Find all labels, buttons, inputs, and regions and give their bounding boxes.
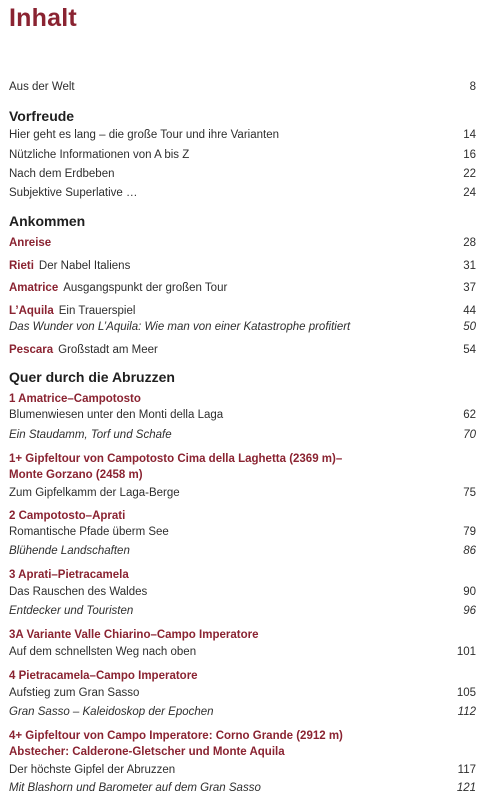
entry-page: 44 bbox=[463, 305, 476, 317]
toc-entry[interactable] bbox=[9, 166, 476, 182]
entry-label: Zum Gipfelkamm der Laga-Berge bbox=[9, 487, 180, 499]
entry-label: Der höchste Gipfel der Abruzzen bbox=[9, 764, 176, 776]
entry-page: 50 bbox=[463, 321, 476, 333]
toc-entry[interactable] bbox=[9, 584, 476, 600]
entry-label: Das Rauschen des Waldes bbox=[9, 586, 148, 598]
section-heading-quer-durch: Quer durch die Abruzzen bbox=[9, 369, 175, 385]
toc-subentry[interactable] bbox=[9, 780, 476, 796]
entry-label: Hier geht es lang – die große Tour und ihre Varianten bbox=[9, 129, 279, 141]
entry-label: Romantische Pfade überm See bbox=[9, 526, 169, 538]
route-title: 3 Aprati–Pietracamela bbox=[9, 569, 129, 581]
entry-page: 14 bbox=[463, 129, 476, 141]
place-name: L’Aquila bbox=[9, 305, 54, 317]
toc-entry[interactable] bbox=[9, 127, 476, 143]
entry-page: 70 bbox=[463, 429, 476, 441]
entry-label: Der Nabel Italiens bbox=[38, 260, 131, 272]
entry-label: Ein Trauerspiel bbox=[58, 305, 136, 317]
entry-page: 75 bbox=[463, 487, 476, 499]
entry-page: 117 bbox=[457, 764, 476, 776]
entry-page: 24 bbox=[463, 187, 476, 199]
entry-label: Nach dem Erdbeben bbox=[9, 168, 115, 180]
entry-page: 62 bbox=[463, 409, 476, 421]
route-title: 2 Campotosto–Aprati bbox=[9, 510, 126, 522]
toc-entry-laquila[interactable] bbox=[9, 303, 476, 319]
entry-label: Blühende Landschaften bbox=[9, 545, 130, 557]
entry-page: 112 bbox=[457, 706, 476, 718]
toc-entry-amatrice[interactable] bbox=[9, 280, 476, 296]
toc-entry-rieti[interactable] bbox=[9, 258, 476, 274]
section-heading-ankommen: Ankommen bbox=[9, 213, 86, 229]
entry-page: 86 bbox=[463, 545, 476, 557]
toc-entry-anreise[interactable] bbox=[9, 235, 476, 251]
route-title: 4+ Gipfeltour von Campo Imperatore: Corno Grande (2912 m) bbox=[9, 730, 343, 742]
entry-page: 22 bbox=[463, 168, 476, 180]
entry-label: Blumenwiesen unter den Monti della Laga bbox=[9, 409, 224, 421]
toc-entry[interactable] bbox=[9, 485, 476, 501]
toc-entry[interactable] bbox=[9, 407, 476, 423]
entry-label: Aufstieg zum Gran Sasso bbox=[9, 687, 140, 699]
toc-subentry[interactable] bbox=[9, 603, 476, 619]
entry-label: Das Wunder von L’Aquila: Wie man von einer Katastrophe profitiert bbox=[9, 321, 351, 333]
entry-page: 79 bbox=[463, 526, 476, 538]
entry-page: 31 bbox=[463, 260, 476, 272]
entry-page: 101 bbox=[456, 646, 476, 658]
entry-page: 28 bbox=[463, 237, 476, 249]
entry-page: 121 bbox=[456, 782, 476, 794]
toc-entry[interactable] bbox=[9, 524, 476, 540]
entry-label: Mit Blashorn und Barometer auf dem Gran Sasso bbox=[9, 782, 261, 794]
section-heading-vorfreude: Vorfreude bbox=[9, 108, 75, 124]
entry-page: 96 bbox=[463, 605, 476, 617]
route-title: 1 Amatrice–Campotosto bbox=[9, 393, 141, 405]
toc-entry[interactable] bbox=[9, 185, 476, 201]
toc-entry-aus-der-welt[interactable] bbox=[9, 79, 476, 95]
entry-label: Ein Staudamm, Torf und Schafe bbox=[9, 429, 172, 441]
entry-label: Nützliche Informationen von A bis Z bbox=[9, 149, 190, 161]
toc-entry-pescara[interactable] bbox=[9, 342, 476, 358]
entry-page: 16 bbox=[463, 149, 476, 161]
entry-page: 54 bbox=[463, 344, 476, 356]
entry-label: Subjektive Superlative … bbox=[9, 187, 138, 199]
toc-entry[interactable] bbox=[9, 644, 476, 660]
entry-label: Auf dem schnellsten Weg nach oben bbox=[9, 646, 197, 658]
toc-entry[interactable] bbox=[9, 762, 476, 778]
entry-label: Aus der Welt bbox=[9, 81, 75, 93]
page-title: Inhalt bbox=[9, 4, 77, 32]
entry-page: 90 bbox=[463, 586, 476, 598]
place-name: Pescara bbox=[9, 344, 54, 356]
entry-page: 8 bbox=[469, 81, 476, 93]
entry-label: Großstadt am Meer bbox=[58, 344, 158, 356]
place-name: Amatrice bbox=[9, 282, 59, 294]
route-title: 1+ Gipfeltour von Campotosto Cima della Laghetta (2369 m)– bbox=[9, 453, 343, 465]
toc-entry[interactable] bbox=[9, 685, 476, 701]
entry-page: 105 bbox=[456, 687, 476, 699]
place-name: Rieti bbox=[9, 260, 34, 272]
toc-subentry[interactable] bbox=[9, 543, 476, 559]
toc-subentry[interactable] bbox=[9, 427, 476, 443]
route-title: 4 Pietracamela–Campo Imperatore bbox=[9, 670, 198, 682]
route-title-cont: Abstecher: Calderone-Gletscher und Monte Aquila bbox=[9, 746, 285, 758]
entry-label: Gran Sasso – Kaleidoskop der Epochen bbox=[9, 706, 214, 718]
toc-entry[interactable] bbox=[9, 147, 476, 163]
toc-subentry[interactable] bbox=[9, 319, 476, 335]
place-name: Anreise bbox=[9, 237, 52, 249]
entry-label: Ausgangspunkt der großen Tour bbox=[63, 282, 228, 294]
toc-subentry[interactable] bbox=[9, 704, 476, 720]
entry-page: 37 bbox=[463, 282, 476, 294]
route-title-cont: Monte Gorzano (2458 m) bbox=[9, 469, 143, 481]
route-title: 3A Variante Valle Chiarino–Campo Imperatore bbox=[9, 629, 259, 641]
entry-label: Entdecker und Touristen bbox=[9, 605, 134, 617]
